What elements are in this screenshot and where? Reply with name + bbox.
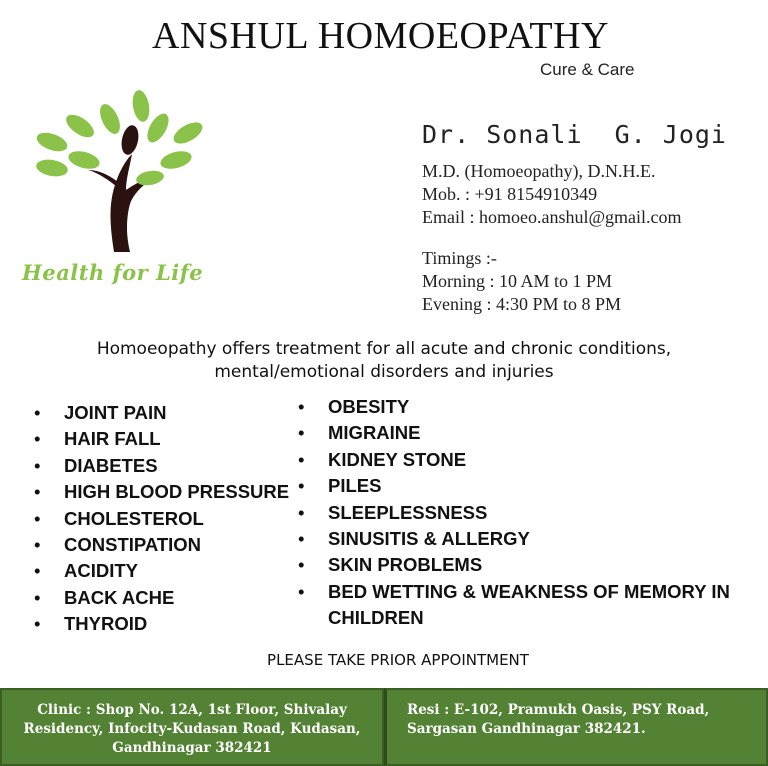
doctor-contact (422, 160, 682, 229)
conditions-list-right (298, 394, 748, 632)
clinic-timings (422, 247, 621, 316)
timings-heading: Timings :- (422, 248, 497, 268)
doctor-qualification: M.D. (Homoeopathy), D.N.H.E. (422, 161, 656, 181)
timings-evening: Evening : 4:30 PM to 8 PM (422, 294, 622, 314)
condition-item: • BACK ACHE (34, 585, 294, 611)
residence-address: Resi : E-102, Pramukh Oasis, PSY Road, Sargasan Gandhinagar 382421. (384, 688, 768, 766)
treatment-intro (0, 338, 768, 384)
condition-item: • HAIR FALL (34, 426, 294, 452)
intro-line-1: Homoeopathy offers treatment for all acute and chronic conditions, (96, 339, 672, 359)
doctor-email: Email : homoeo.anshul@gmail.com (422, 207, 682, 227)
timings-morning: Morning : 10 AM to 1 PM (422, 271, 613, 291)
clinic-address: Clinic : Shop No. 12A, 1st Floor, Shivalay Residency, Infocity-Kudasan Road, Kudasan, Gandhinagar 382421 (0, 688, 384, 766)
condition-item: • CHOLESTEROL (34, 506, 294, 532)
appointment-note: PLEASE TAKE PRIOR APPOINTMENT (267, 651, 529, 669)
address-footer (0, 688, 768, 766)
logo-tagline: Health for Life (22, 260, 204, 285)
condition-item: • ACIDITY (34, 558, 294, 584)
condition-item: • CONSTIPATION (34, 532, 294, 558)
condition-item: • SLEEPLESSNESS (298, 500, 748, 526)
doctor-mobile: Mob. : +91 8154910349 (422, 184, 598, 204)
tree-logo-icon (30, 86, 210, 256)
clinic-subtitle: Cure & Care (540, 60, 635, 79)
condition-item: • SKIN PROBLEMS (298, 552, 748, 578)
conditions-list-left (34, 400, 294, 638)
intro-line-2: mental/emotional disorders and injuries (214, 362, 554, 382)
condition-item: • PILES (298, 473, 748, 499)
condition-item: • JOINT PAIN (34, 400, 294, 426)
doctor-name: Dr. Sonali G. Jogi (422, 120, 727, 149)
condition-item: • BED WETTING & WEAKNESS OF MEMORY IN CHILDREN (298, 579, 748, 632)
condition-item: • THYROID (34, 611, 294, 637)
condition-item: • HIGH BLOOD PRESSURE (34, 479, 294, 505)
condition-item: • SINUSITIS & ALLERGY (298, 526, 748, 552)
condition-item: • OBESITY (298, 394, 748, 420)
condition-item: • KIDNEY STONE (298, 447, 748, 473)
clinic-title: ANSHUL HOMOEOPATHY (152, 15, 609, 57)
condition-item: • MIGRAINE (298, 420, 748, 446)
condition-item: • DIABETES (34, 453, 294, 479)
